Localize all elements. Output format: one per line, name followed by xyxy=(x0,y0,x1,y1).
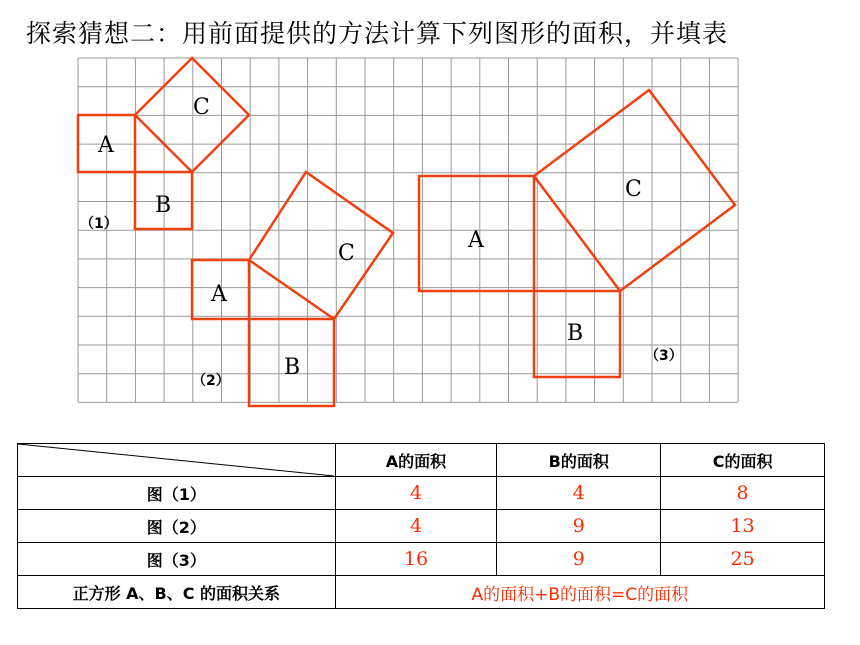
value-c: 25 xyxy=(661,543,825,576)
header-b-area: B的面积 xyxy=(497,444,661,477)
value-c: 8 xyxy=(661,477,825,510)
row-label: 图（3） xyxy=(18,543,336,576)
table-row xyxy=(18,543,825,576)
fig3-label-c: C xyxy=(625,177,642,202)
fig3-label-b: B xyxy=(567,321,584,346)
relation-label: 正方形 A、B、C 的面积关系 xyxy=(18,576,336,609)
area-table xyxy=(17,443,825,609)
fig1-label-b: B xyxy=(155,193,172,218)
fig2-square-c xyxy=(249,172,393,319)
value-b: 9 xyxy=(497,543,661,576)
table-row xyxy=(18,576,825,609)
fig1-label-c: C xyxy=(193,95,210,120)
value-b: 4 xyxy=(497,477,661,510)
fig2-label-b: B xyxy=(284,355,301,380)
page-title: 探索猜想二：用前面提供的方法计算下列图形的面积，并填表 xyxy=(26,19,729,48)
fig2-label-c: C xyxy=(338,241,355,266)
value-a: 4 xyxy=(335,477,497,510)
header-a-area: A的面积 xyxy=(335,444,497,477)
value-b: 9 xyxy=(497,510,661,543)
fig2-caption: （2） xyxy=(192,373,230,389)
value-a: 4 xyxy=(335,510,497,543)
row-label: 图（2） xyxy=(18,510,336,543)
fig3-caption: （3） xyxy=(645,348,683,364)
fig1-label-a: A xyxy=(98,133,114,158)
fig2-label-a: A xyxy=(211,282,227,307)
relation-value: A的面积+B的面积=C的面积 xyxy=(335,576,824,609)
row-label: 图（1） xyxy=(18,477,336,510)
table-row xyxy=(18,510,825,543)
diagonal-line xyxy=(18,444,334,476)
fig1-caption: （1） xyxy=(80,216,118,232)
fig3-label-a: A xyxy=(468,228,484,253)
diagonal-header-cell xyxy=(18,444,336,477)
header-c-area: C的面积 xyxy=(661,444,825,477)
table-row xyxy=(18,477,825,510)
value-a: 16 xyxy=(335,543,497,576)
value-c: 13 xyxy=(661,510,825,543)
table-header-row xyxy=(18,444,825,477)
